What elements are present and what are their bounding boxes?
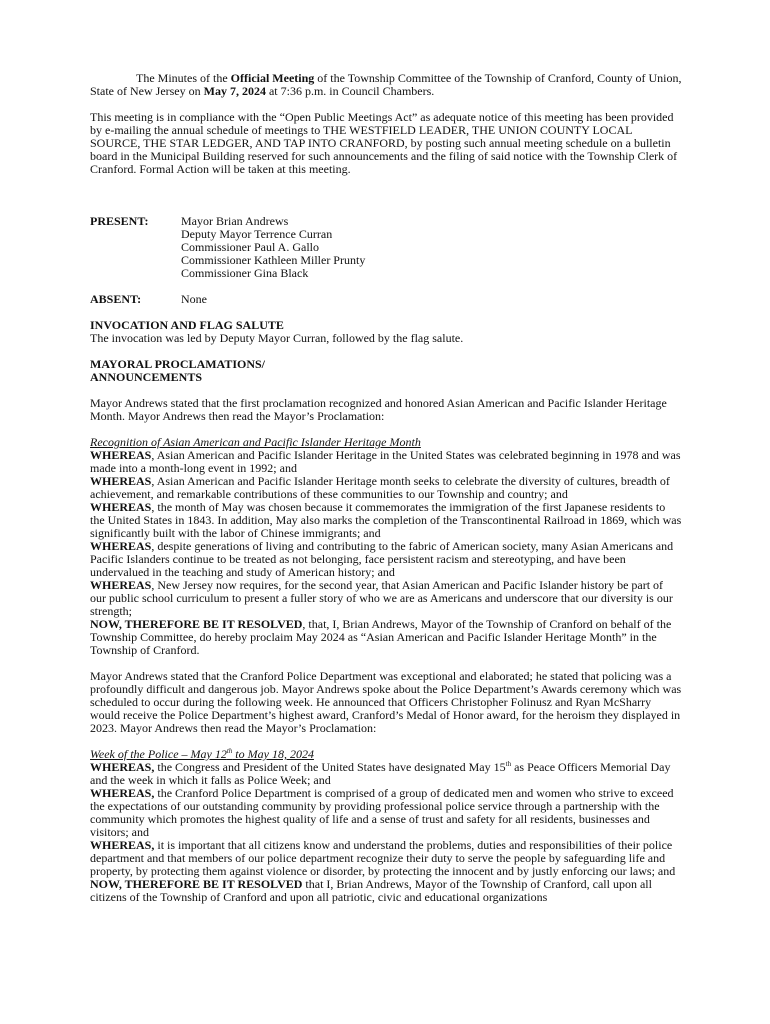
announcements-heading: ANNOUNCEMENTS [90,370,203,384]
present-names [181,215,365,280]
intro-text: of the Township Committee of the Township of Cranford, County of Union, State of New Jersey on [90,71,682,98]
aapi-intro: Mayor Andrews stated that the first proclamation recognized and honored Asian American and Pacific Islander Heritage Month. Mayor Andrews then read the Mayor’s Proclamation: [90,396,667,423]
whereas-clause: WHEREAS, the Congress and President of the United States have designated May 15th as Peace Officers Memorial Day and the week in which it falls as Police Week; and [90,760,671,787]
absent-label: ABSENT: [90,292,142,306]
whereas-clause: WHEREAS, the month of May was chosen because it commemorates the immigration of the first Japanese residents to the United States in 1843. In addition, May also marks the completion of the Transcontinental Railroad in 1869, which was significantly built with the labor of Chinese immigrants; and [90,500,682,540]
resolved-clause: NOW, THEREFORE BE IT RESOLVED, that, I, Brian Andrews, Mayor of the Township of Cranford on behalf of the Township Committee, do hereby proclaim May 2024 as “Asian American and Pacific Islander Heritage Month” in the Township of Cranford. [90,617,672,657]
compliance-paragraph: This meeting is in compliance with the “Open Public Meetings Act” as adequate notice of this meeting has been provided by e-mailing the annual schedule of meetings to THE WESTFIELD LEADER, THE UNION COUNTY LOCAL SOURCE, THE STAR LEDGER, AND TAP INTO CRANFORD, by posting such annual meeting schedule on a bulletin board in the Municipal Building reserved for such announcements and the filing of said notice with the Township Clerk of Cranford. Formal Action will be taken at this meeting. [90,110,678,176]
whereas-clause: WHEREAS, New Jersey now requires, for the second year, that Asian American and Pacific Islander history be part of our public school curriculum to present a fuller story of who we are as Americans and underscore that our diversity is our strength; [90,578,673,618]
whereas-clause: WHEREAS, Asian American and Pacific Islander Heritage in the United States was celebrated beginning in 1978 and was made into a month-long event in 1992; and [90,448,681,475]
resolved-clause: NOW, THEREFORE BE IT RESOLVED that I, Brian Andrews, Mayor of the Township of Cranford, call upon all citizens of the Township of Cranford and upon all patriotic, civic and educational organizations [90,877,652,904]
attendee: Commissioner Paul A. Gallo [181,240,319,254]
police-intro: Mayor Andrews stated that the Cranford Police Department was exceptional and elaborated; he stated that policing was a profoundly difficult and dangerous job. Mayor Andrews spoke about the Police Department’s Awards ceremony which was scheduled to occur during the following week. He announced that Officers Christopher Folinusz and Ryan McSharry would receive the Police Department’s highest award, Cranford’s Medal of Honor award, for the heroism they displayed in 2023. Mayor Andrews then read the Mayor’s Proclamation: [90,669,682,735]
present-label: PRESENT: [90,214,149,228]
attendee: Commissioner Gina Black [181,266,309,280]
attendee: Commissioner Kathleen Miller Prunty [181,253,366,267]
invocation-text: The invocation was led by Deputy Mayor Curran, followed by the flag salute. [90,331,464,345]
whereas-clause: WHEREAS, Asian American and Pacific Islander Heritage month seeks to celebrate the diversity of cultures, breadth of achievement, and remarkable contributions of these communities to our Township and country; and [90,474,670,501]
present-roster [90,215,682,280]
proclamations-heading: MAYORAL PROCLAMATIONS/ [90,357,266,371]
whereas-clause: WHEREAS, the Cranford Police Department is comprised of a group of dedicated men and women who strive to exceed the expectations of our outstanding community by providing professional police service through a partnership with the community which promotes the highest quality of life and a sense of trust and safety for all residents, businesses and visitors; and [90,786,674,839]
absent-roster [90,293,682,306]
absent-value: None [181,292,207,306]
whereas-clause: WHEREAS, it is important that all citizens know and understand the problems, duties and responsibilities of their police department and that members of our police department recognize their duty to serve the people by safeguarding life and property, by protecting them against violence or disorder, by protecting the innocent and by justly enforcing our laws; and [90,838,676,878]
invocation-heading: INVOCATION AND FLAG SALUTE [90,318,284,332]
intro-text: The Minutes of the [136,71,231,85]
attendee: Mayor Brian Andrews [181,214,289,228]
whereas-clause: WHEREAS, despite generations of living and contributing to the fabric of American society, many Asian Americans and Pacific Islanders continue to be treated as not belonging, face persistent racism and stereotyping, and have been undervalued in the teaching and study of American history; and [90,539,674,579]
attendee: Deputy Mayor Terrence Curran [181,227,333,241]
meeting-date: May 7, 2024 [203,84,266,98]
intro-paragraph [90,72,682,98]
aapi-title: Recognition of Asian American and Pacific Islander Heritage Month [90,435,421,449]
intro-text: at 7:36 p.m. in Council Chambers. [265,84,435,98]
police-title: Week of the Police – May 12th to May 18, 2024 [90,747,314,761]
meeting-type: Official Meeting [230,71,315,85]
